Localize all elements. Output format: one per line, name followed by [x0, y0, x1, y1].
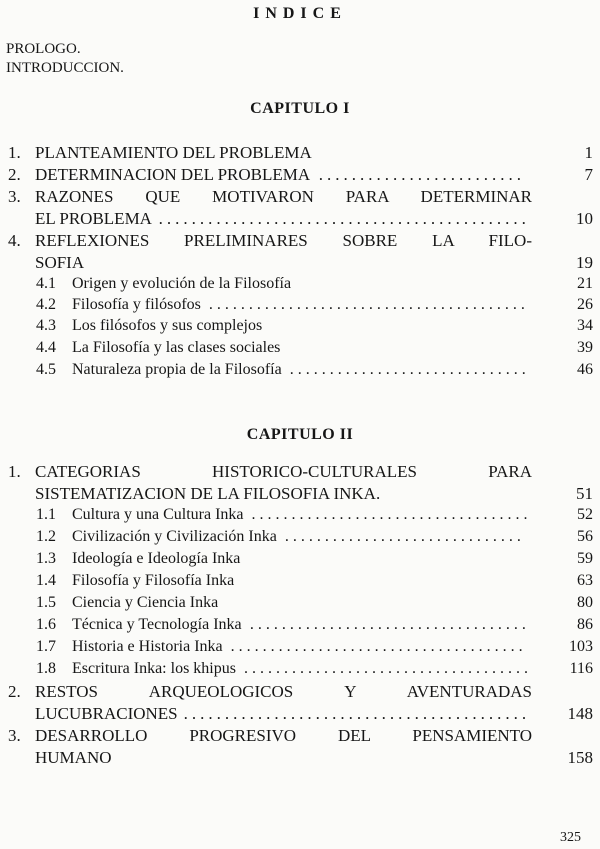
- page-number-ref: 158: [567, 748, 593, 767]
- entry-number: 4.5: [36, 361, 56, 378]
- entry-title: Naturaleza propia de la Filosofía: [72, 361, 282, 378]
- entry-title: DETERMINACION DEL PROBLEMA: [35, 165, 311, 184]
- entry-title-continuation: HUMANO: [35, 748, 112, 767]
- page-number-ref: 7: [584, 165, 593, 184]
- page-number-ref: 21: [577, 275, 593, 292]
- entry-number: 1.2: [36, 528, 56, 545]
- entry-title-continuation: EL PROBLEMA: [35, 209, 152, 228]
- entry-title: RESTOS ARQUEOLOGICOS Y AVENTURADAS: [35, 682, 532, 701]
- dot-leaders: .........................: [318, 165, 526, 184]
- entry-title-continuation: LUCUBRACIONES: [35, 704, 178, 723]
- entry-number: 4.1: [36, 275, 56, 292]
- toc-entry: [0, 317, 593, 339]
- dot-leaders: .............................................: [158, 209, 530, 228]
- toc-entry: [0, 339, 593, 361]
- page-number: 325: [560, 830, 581, 845]
- entry-title: Origen y evolución de la Filosofía: [72, 275, 292, 292]
- entry-title: Ideología e Ideología Inka: [72, 550, 241, 567]
- entry-title: Ciencia y Ciencia Inka: [72, 594, 219, 611]
- dot-leaders: ........................................: [208, 296, 529, 313]
- toc-entry-continuation: [0, 748, 593, 770]
- entry-title: Civilización y Civilización Inka: [72, 528, 277, 545]
- toc-entry: [0, 550, 593, 572]
- toc-entry: [0, 528, 593, 550]
- page-number-ref: 80: [577, 594, 593, 611]
- page-number-ref: 34: [577, 317, 593, 334]
- toc-entry-continuation: [0, 209, 593, 231]
- toc-entry: [0, 616, 593, 638]
- entry-number: 4.: [8, 231, 21, 250]
- entry-number: 1.6: [36, 616, 56, 633]
- page-number-ref: 103: [569, 638, 593, 655]
- entry-number: 2.: [8, 682, 21, 701]
- entry-number: 4.4: [36, 339, 56, 356]
- page-number-ref: 19: [576, 253, 593, 272]
- toc-entry: [0, 231, 593, 253]
- entry-title: CATEGORIAS HISTORICO-CULTURALES PARA: [35, 462, 532, 481]
- entry-number: 1.: [8, 143, 21, 162]
- page-number-ref: 63: [577, 572, 593, 589]
- entry-number: 1.4: [36, 572, 56, 589]
- dot-leaders: ...................................: [251, 506, 532, 523]
- entry-number: 3.: [8, 187, 21, 206]
- page-number-ref: 1: [584, 143, 593, 162]
- entry-number: 1.8: [36, 660, 56, 677]
- entry-title-continuation: SOFIA: [35, 253, 85, 272]
- toc-entry: [0, 165, 593, 187]
- entry-title: Filosofía y Filosofía Inka: [72, 572, 235, 589]
- chapter-2-heading: CAPITULO II: [246, 426, 354, 443]
- toc-entry: [0, 594, 593, 616]
- entry-title: Técnica y Tecnología Inka: [72, 616, 242, 633]
- entry-number: 1.1: [36, 506, 56, 523]
- entry-number: 4.3: [36, 317, 56, 334]
- entry-number: 2.: [8, 165, 21, 184]
- toc-entry: [0, 638, 593, 660]
- toc-entry-continuation: [0, 253, 593, 275]
- entry-title: Historia e Historia Inka: [72, 638, 223, 655]
- entry-number: 1.: [8, 462, 21, 481]
- entry-title: La Filosofía y las clases sociales: [72, 339, 281, 356]
- entry-number: 1.3: [36, 550, 56, 567]
- entry-title-continuation: SISTEMATIZACION DE LA FILOSOFIA INKA.: [35, 484, 381, 503]
- entry-title: Los filósofos y sus complejos: [72, 317, 263, 334]
- dot-leaders: ..............................: [284, 528, 525, 545]
- entry-title: DESARROLLO PROGRESIVO DEL PENSAMIENTO: [35, 726, 532, 745]
- toc-entry: [0, 187, 593, 209]
- dot-leaders: ..........................................: [183, 704, 531, 723]
- page-number-ref: 148: [567, 704, 593, 723]
- front-prologo: PROLOGO.: [6, 41, 81, 57]
- page-number-ref: 116: [569, 660, 593, 677]
- entry-title: PLANTEAMIENTO DEL PROBLEMA: [35, 143, 312, 162]
- toc-entry: [0, 682, 593, 704]
- front-introduccion: INTRODUCCION.: [6, 60, 124, 76]
- entry-title: REFLEXIONES PRELIMINARES SOBRE LA FILO-: [35, 231, 532, 250]
- toc-entry-continuation: [0, 704, 593, 726]
- toc-entry: [0, 726, 593, 748]
- page-number-ref: 51: [576, 484, 593, 503]
- toc-entry: [0, 361, 593, 383]
- entry-number: 3.: [8, 726, 21, 745]
- dot-leaders: ...................................: [249, 616, 530, 633]
- toc-entry: [0, 506, 593, 528]
- entry-number: 4.2: [36, 296, 56, 313]
- entry-title: Cultura y una Cultura Inka: [72, 506, 244, 523]
- dot-leaders: .....................................: [230, 638, 527, 655]
- index-title: INDICE: [253, 5, 347, 22]
- entry-title: RAZONES QUE MOTIVARON PARA DETERMINAR: [35, 187, 532, 206]
- toc-entry: [0, 296, 593, 318]
- page-number-ref: 46: [577, 361, 593, 378]
- page-number-ref: 10: [576, 209, 593, 228]
- toc-entry: [0, 462, 593, 484]
- toc-entry-continuation: [0, 484, 593, 506]
- toc-entry: [0, 572, 593, 594]
- chapter-1-heading: CAPITULO I: [250, 100, 350, 117]
- dot-leaders: ....................................: [243, 660, 532, 677]
- page-number-ref: 39: [577, 339, 593, 356]
- entry-title: Escritura Inka: los khipus: [72, 660, 236, 677]
- toc-entry: [0, 660, 593, 682]
- toc-entry: [0, 143, 593, 165]
- page-number-ref: 56: [577, 528, 593, 545]
- entry-title: Filosofía y filósofos: [72, 296, 201, 313]
- entry-number: 1.5: [36, 594, 56, 611]
- dot-leaders: ..............................: [289, 361, 530, 378]
- toc-entry: [0, 275, 593, 297]
- page-number-ref: 26: [577, 296, 593, 313]
- entry-number: 1.7: [36, 638, 56, 655]
- page-number-ref: 52: [577, 506, 593, 523]
- page-number-ref: 86: [577, 616, 593, 633]
- page-number-ref: 59: [577, 550, 593, 567]
